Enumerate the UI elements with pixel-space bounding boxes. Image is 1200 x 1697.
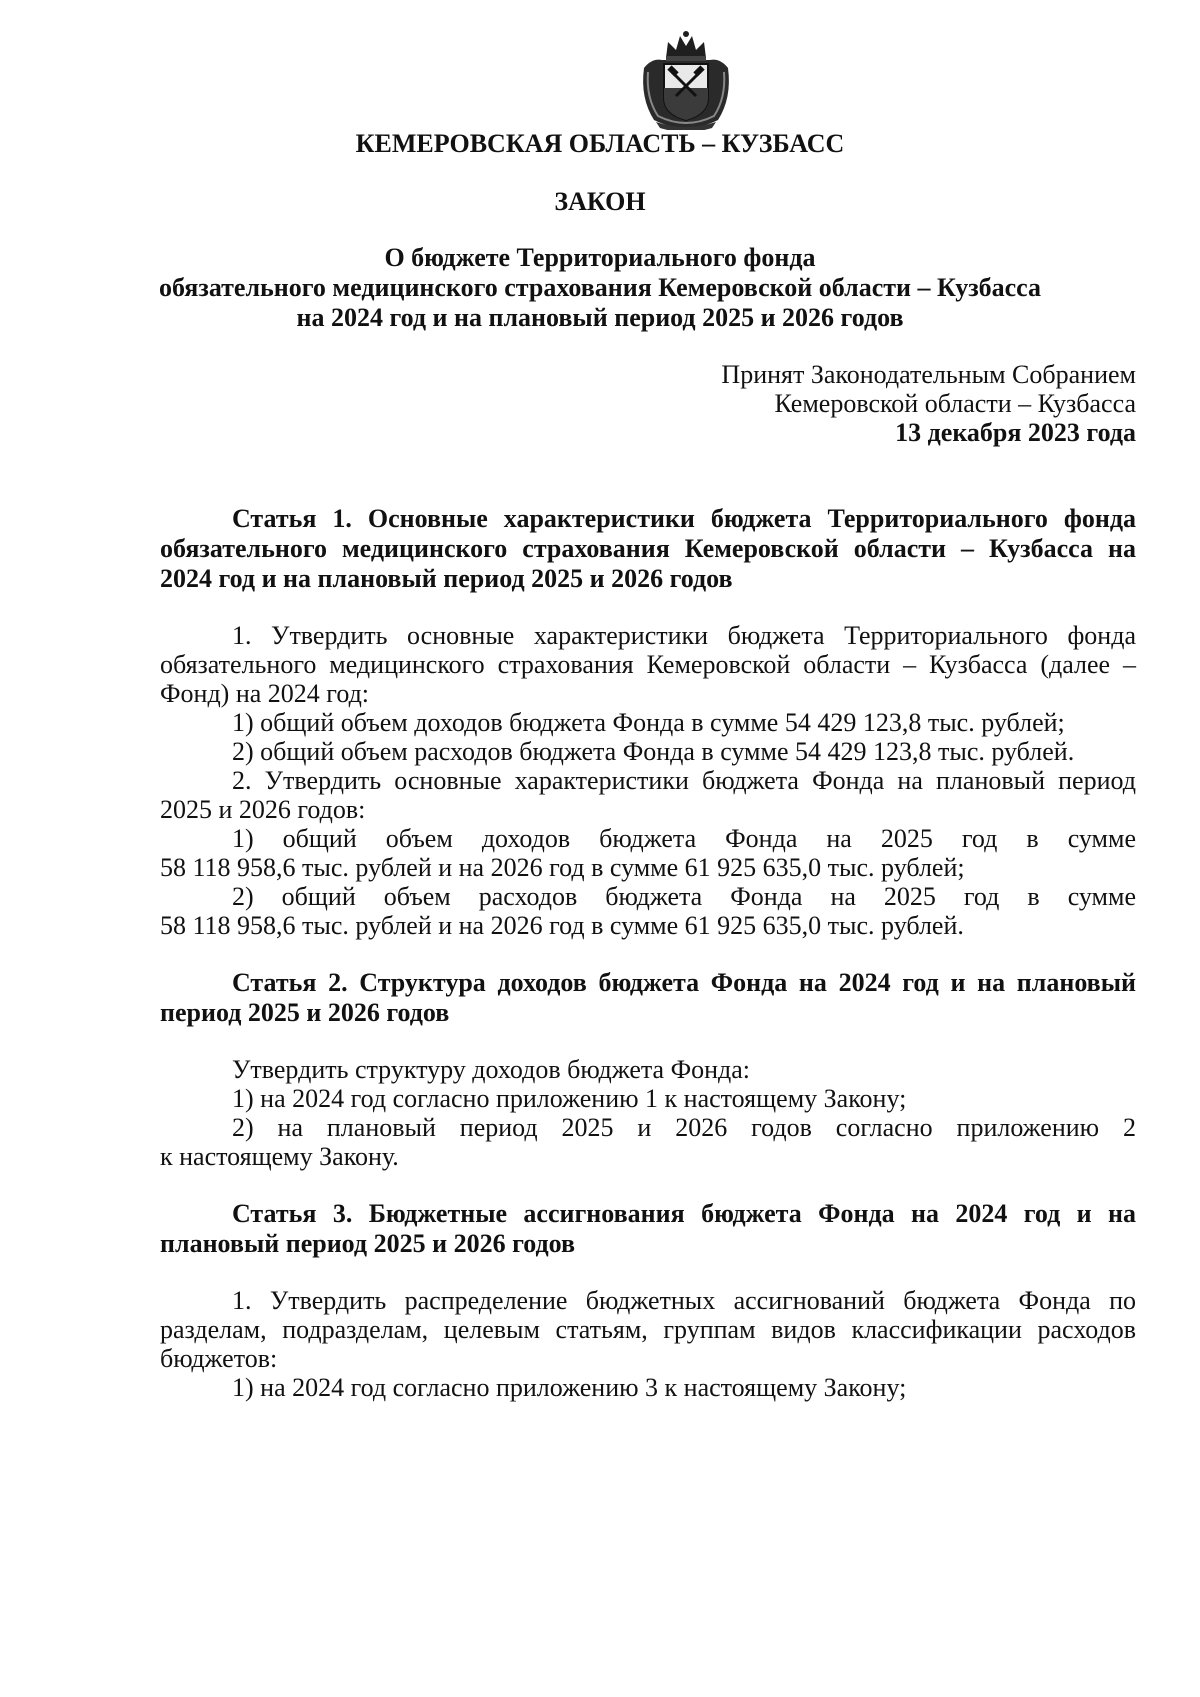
article1-body-line-1: 1. Утвердить основные характеристики бюджета Территориального фонда [232, 621, 1136, 650]
article3-body-line-1: 1. Утвердить распределение бюджетных ассигнований бюджета Фонда по [232, 1286, 1136, 1315]
article2-body-line-1: Утвердить структуру доходов бюджета Фонда: [232, 1055, 751, 1084]
document-type: ЗАКОН [554, 187, 646, 216]
region-title: КЕМЕРОВСКАЯ ОБЛАСТЬ – КУЗБАСС [355, 129, 845, 158]
article1-heading-line-3: 2024 год и на плановый период 2025 и 2026 годов [160, 564, 733, 593]
article3-heading-line-2: плановый период 2025 и 2026 годов [160, 1229, 576, 1258]
article1-body-line-10: 2) общий объем расходов бюджета Фонда на 2025 год в сумме [232, 882, 1136, 911]
article1-body-line-2: обязательного медицинского страхования Кемеровской области – Кузбасса (далее – [160, 650, 1136, 679]
article1-body-line-8: 1) общий объем доходов бюджета Фонда на 2025 год в сумме [232, 824, 1136, 853]
article1-body-line-5: 2) общий объем расходов бюджета Фонда в сумме 54 429 123,8 тыс. рублей. [232, 737, 1075, 766]
adoption-date: 13 декабря 2023 года [895, 418, 1136, 447]
adoption-line-2: Кемеровской области – Кузбасса [774, 389, 1136, 418]
article2-body-line-2: 1) на 2024 год согласно приложению 1 к настоящему Закону; [232, 1084, 907, 1113]
article3-body-line-4: 1) на 2024 год согласно приложению 3 к настоящему Закону; [232, 1373, 907, 1402]
article3-body-line-2: разделам, подразделам, целевым статьям, группам видов классификации расходов [160, 1315, 1136, 1344]
article1-body-line-9: 58 118 958,6 тыс. рублей и на 2026 год в сумме 61 925 635,0 тыс. рублей; [160, 853, 965, 882]
law-title-line-1: О бюджете Территориального фонда [384, 243, 816, 272]
law-title-line-2: обязательного медицинского страхования Кемеровской области – Кузбасса [158, 273, 1042, 302]
article1-body-line-7: 2025 и 2026 годов: [160, 795, 366, 824]
article1-body-line-3: Фонд) на 2024 год: [160, 679, 370, 708]
article3-body-line-3: бюджетов: [160, 1344, 278, 1373]
article1-body-line-6: 2. Утвердить основные характеристики бюджета Фонда на плановый период [232, 766, 1136, 795]
article2-body-line-3: 2) на плановый период 2025 и 2026 годов согласно приложению 2 [232, 1113, 1136, 1142]
article2-heading-line-2: период 2025 и 2026 годов [160, 998, 450, 1027]
adoption-line-1: Принят Законодательным Собранием [721, 360, 1136, 389]
law-title-line-3: на 2024 год и на плановый период 2025 и 2026 годов [296, 303, 904, 332]
article2-heading-line-1: Статья 2. Структура доходов бюджета Фонда на 2024 год и на плановый [232, 968, 1136, 997]
article2-body-line-4: к настоящему Закону. [160, 1142, 399, 1171]
article1-heading-line-1: Статья 1. Основные характеристики бюджета Территориального фонда [232, 504, 1136, 533]
article1-heading-line-2: обязательного медицинского страхования Кемеровской области – Кузбасса на [160, 534, 1136, 563]
coat-of-arms-emblem [636, 28, 736, 130]
article3-heading-line-1: Статья 3. Бюджетные ассигнования бюджета Фонда на 2024 год и на [232, 1199, 1136, 1228]
article1-body-line-11: 58 118 958,6 тыс. рублей и на 2026 год в сумме 61 925 635,0 тыс. рублей. [160, 911, 964, 940]
article1-body-line-4: 1) общий объем доходов бюджета Фонда в сумме 54 429 123,8 тыс. рублей; [232, 708, 1065, 737]
